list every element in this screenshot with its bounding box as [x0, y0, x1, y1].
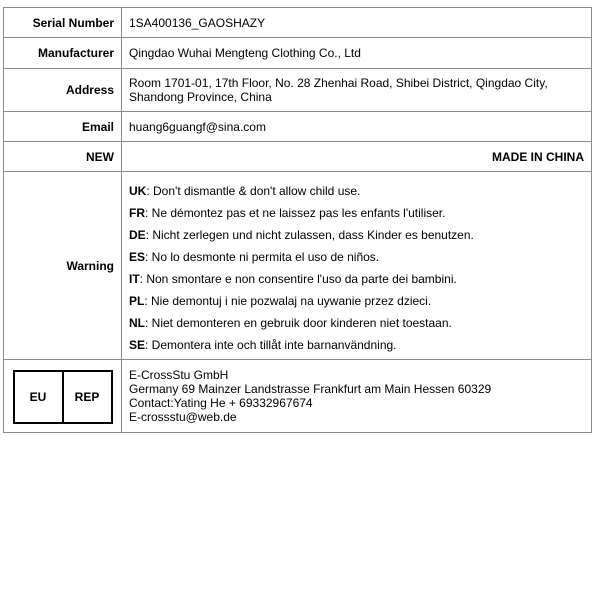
warning-line-pl — [129, 290, 584, 312]
new-label: NEW — [4, 142, 122, 172]
eu-rep-details — [122, 360, 592, 433]
warning-text: : Nicht zerlegen und nicht zulassen, dass Kinder es benutzen. — [145, 228, 474, 242]
warning-text: : Niet demonteren en gebruik door kinderen niet toestaan. — [145, 316, 452, 330]
address-value — [122, 69, 592, 112]
warning-text: : Demontera inte och tillåt inte barnanvändning. — [145, 338, 397, 352]
manufacturer-row — [4, 38, 592, 69]
warning-text: : Ne démontez pas et ne laissez pas les enfants l'utiliser. — [145, 206, 446, 220]
address-line-2: Shandong Province, China — [129, 90, 272, 104]
warning-code: PL — [129, 294, 145, 308]
serial-number-label: Serial Number — [4, 8, 122, 38]
eu-symbol-text: EU — [29, 390, 47, 404]
serial-number-value: 1SA400136_GAOSHAZY — [122, 8, 592, 38]
warning-code: ES — [129, 250, 146, 264]
eu-rep-symbol — [13, 370, 113, 424]
manufacturer-value: Qingdao Wuhai Mengteng Clothing Co., Ltd — [122, 38, 592, 69]
warning-code: DE — [129, 228, 146, 242]
warning-text: : Non smontare e non consentire l'uso da parte dei bambini. — [139, 272, 457, 286]
warning-code: FR — [129, 206, 145, 220]
warning-code: UK — [129, 184, 147, 198]
eu-rep-company: E-CrossStu GmbH — [129, 368, 229, 382]
serial-number-row — [4, 8, 592, 38]
warning-line-fr — [129, 202, 584, 224]
new-row — [4, 142, 592, 172]
warning-line-de — [129, 224, 584, 246]
warning-list — [129, 175, 584, 356]
warning-line-se — [129, 334, 584, 356]
warning-line-nl — [129, 312, 584, 334]
warning-code: NL — [129, 316, 145, 330]
warning-value — [122, 172, 592, 360]
eu-rep-symbol-cell — [4, 360, 122, 433]
warning-text: : No lo desmonte ni permita el uso de niños. — [145, 250, 380, 264]
warning-label: Warning — [4, 172, 122, 360]
email-value: huang6guangf@sina.com — [122, 112, 592, 142]
eu-rep-address: Germany 69 Mainzer Landstrasse Frankfurt am Main Hessen 60329 — [129, 382, 492, 396]
address-label: Address — [4, 69, 122, 112]
eu-rep-row — [4, 360, 592, 433]
rep-symbol-text: REP — [62, 372, 111, 422]
address-row — [4, 69, 592, 112]
warning-line-es — [129, 246, 584, 268]
address-line-1: Room 1701-01, 17th Floor, No. 28 Zhenhai Road, Shibei District, Qingdao City, — [129, 76, 548, 90]
warning-text: : Nie demontuj i nie pozwalaj na uywanie przez dzieci. — [144, 294, 432, 308]
manufacturer-label: Manufacturer — [4, 38, 122, 69]
eu-rep-contact: Contact:Yating He + 69332967674 — [129, 396, 313, 410]
email-row — [4, 112, 592, 142]
warning-code: SE — [129, 338, 146, 352]
product-info-table — [3, 7, 592, 433]
made-in-china-value: MADE IN CHINA — [122, 142, 592, 172]
warning-line-uk — [129, 180, 584, 202]
eu-rep-email: E-crossstu@web.de — [129, 410, 237, 424]
warning-row — [4, 172, 592, 360]
email-label: Email — [4, 112, 122, 142]
warning-line-it — [129, 268, 584, 290]
warning-code: IT — [129, 272, 140, 286]
warning-text: : Don't dismantle & don't allow child use. — [146, 184, 361, 198]
